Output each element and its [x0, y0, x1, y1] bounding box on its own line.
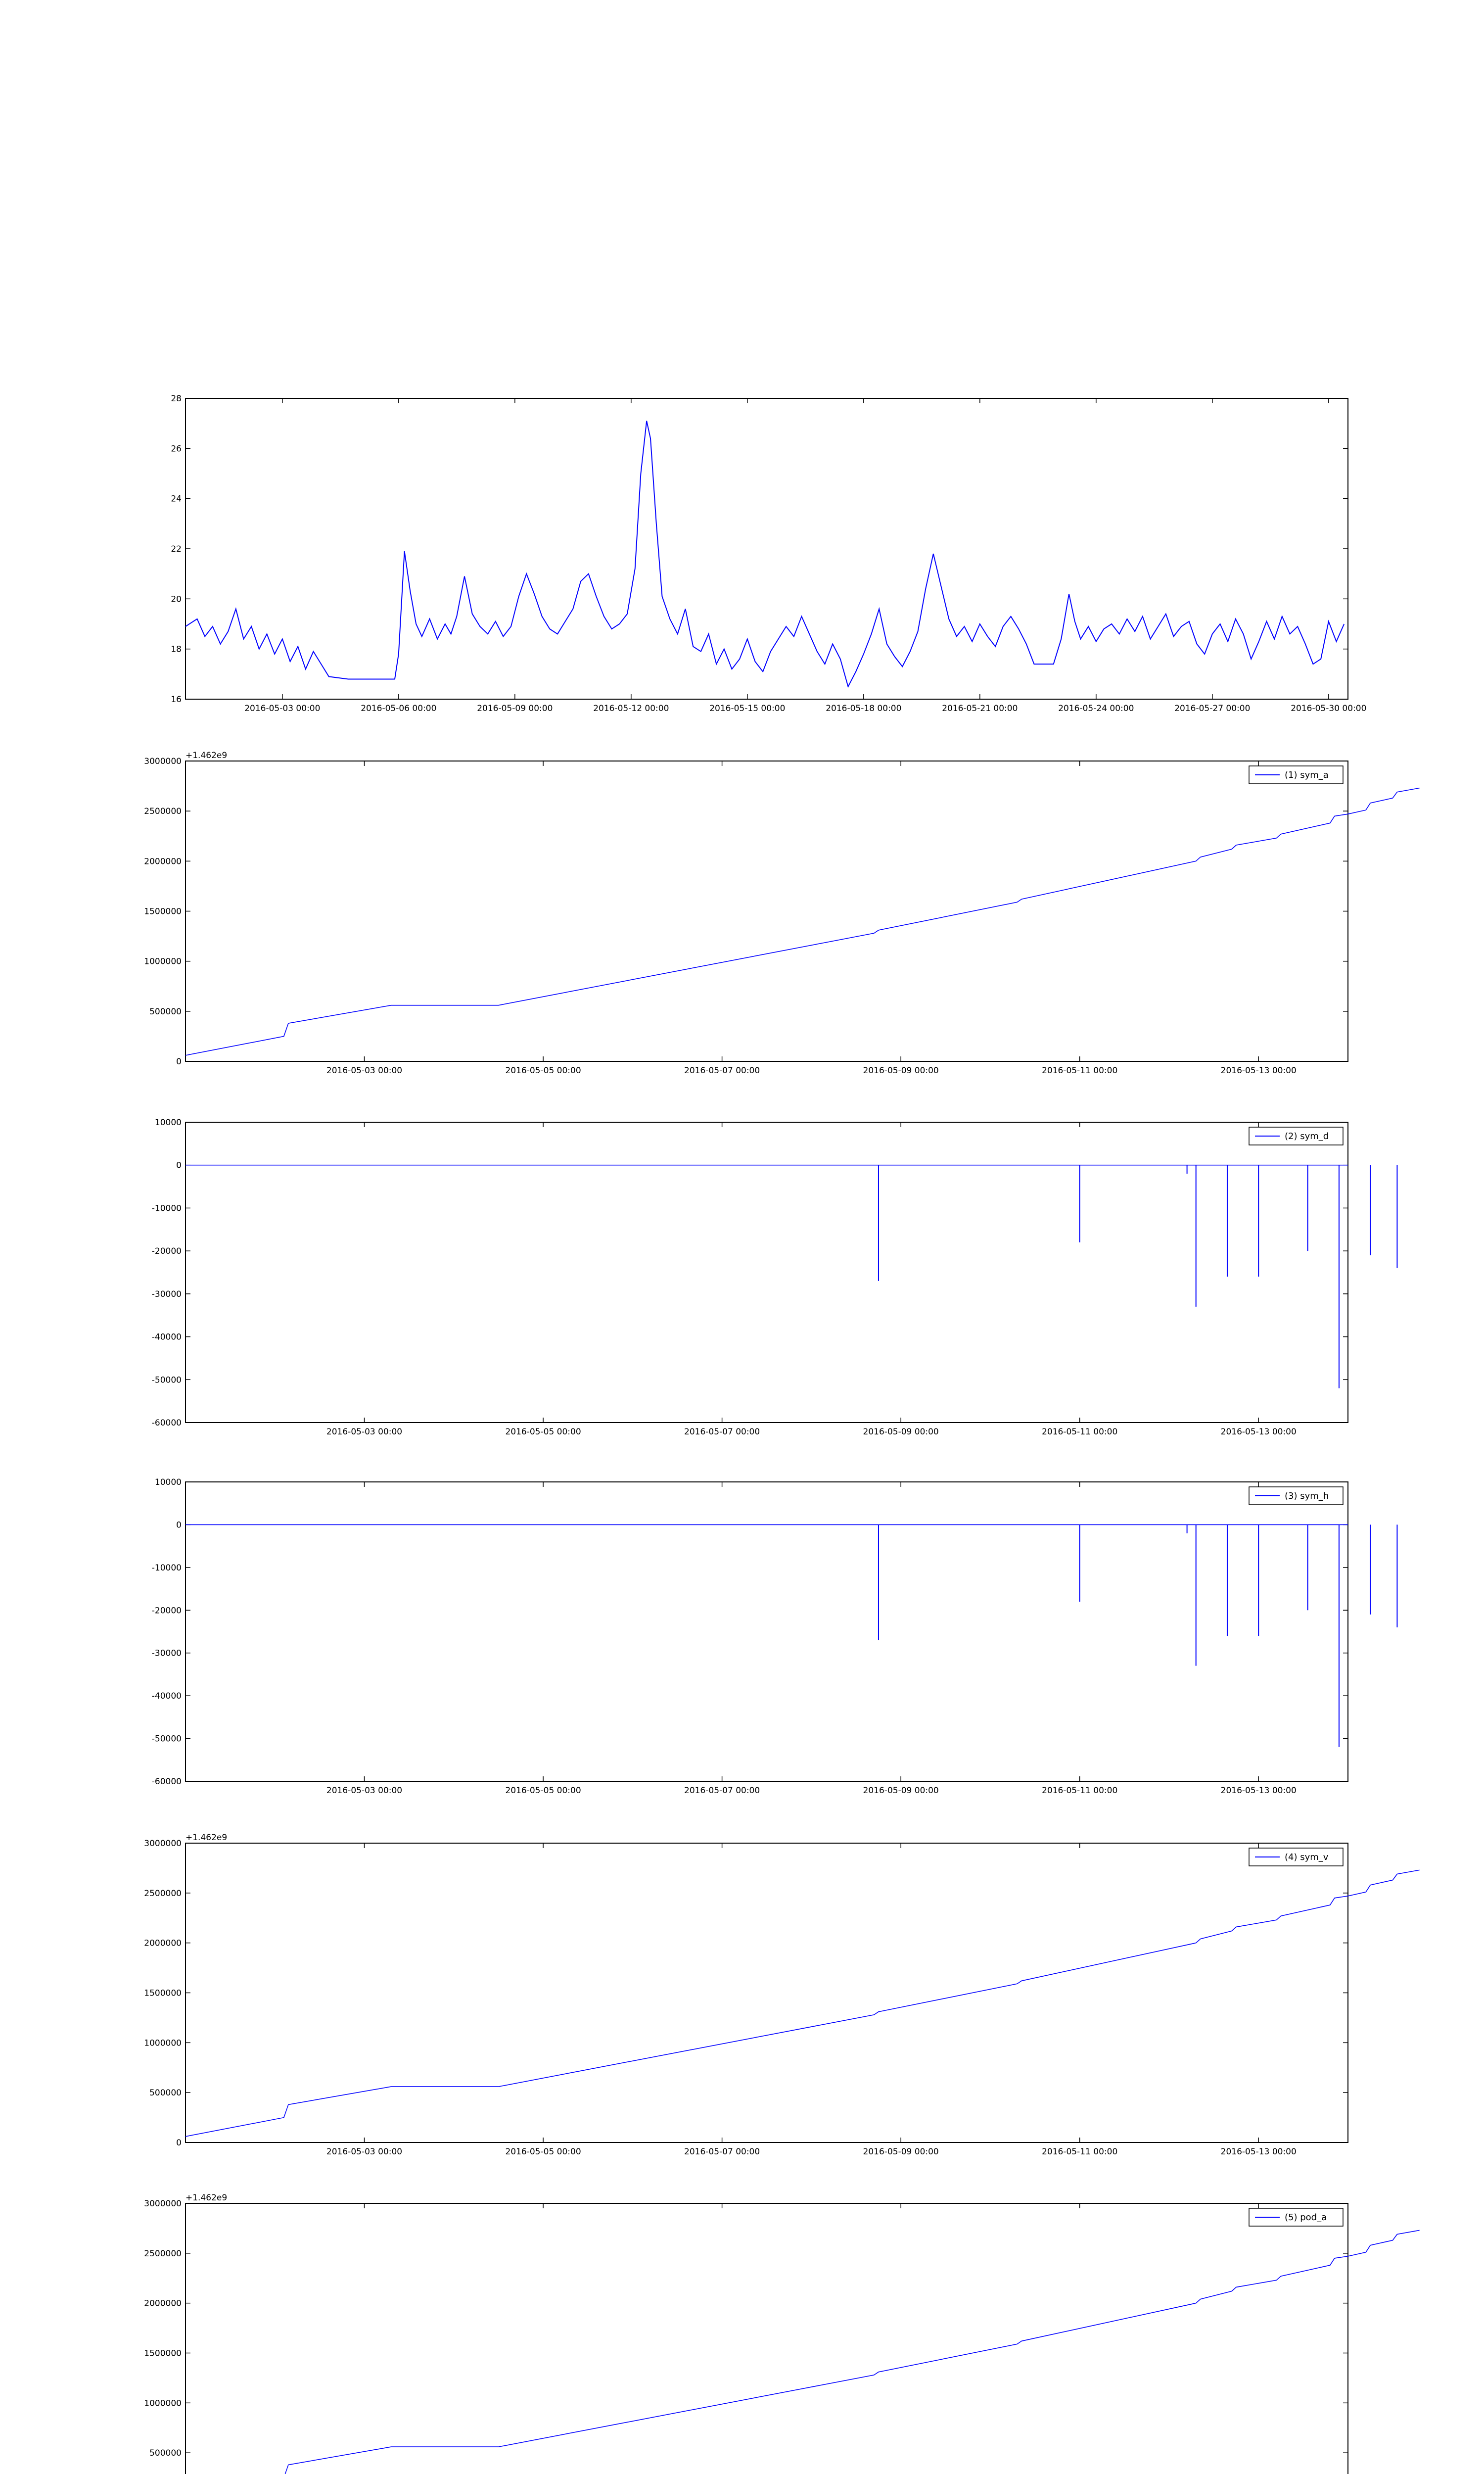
chart-panel-p2 — [152, 1118, 1397, 1437]
y-tick-label: 2000000 — [144, 2298, 182, 2309]
legend — [1249, 1127, 1343, 1145]
y-tick-label: 10000 — [154, 1118, 182, 1128]
legend — [1249, 2208, 1343, 2226]
y-tick-label: 0 — [176, 1057, 182, 1067]
x-tick-label: 2016-05-11 00:00 — [1042, 1427, 1118, 1437]
y-tick-label: 2000000 — [144, 1938, 182, 1949]
y-tick-label: 0 — [176, 1160, 182, 1171]
axes-frame — [186, 2203, 1348, 2474]
y-tick-label: -40000 — [151, 1691, 182, 1702]
y-tick-label: 16 — [171, 695, 182, 705]
y-tick-label: -30000 — [151, 1289, 182, 1299]
y-tick-label: -20000 — [151, 1246, 182, 1257]
axes-frame — [186, 1122, 1348, 1423]
x-tick-label: 2016-05-13 00:00 — [1220, 1066, 1297, 1076]
y-tick-label: -60000 — [151, 1418, 182, 1428]
series-line — [186, 788, 1420, 1055]
x-tick-label: 2016-05-21 00:00 — [942, 704, 1018, 714]
legend — [1249, 1487, 1343, 1505]
axes-frame — [186, 398, 1348, 699]
x-tick-label: 2016-05-07 00:00 — [684, 1427, 760, 1437]
x-tick-label: 2016-05-05 00:00 — [505, 1786, 581, 1796]
y-offset-label: +1.462e9 — [186, 751, 228, 761]
x-tick-label: 2016-05-03 00:00 — [326, 1786, 403, 1796]
y-tick-label: 2500000 — [144, 2248, 182, 2259]
x-tick-label: 2016-05-09 00:00 — [863, 1786, 939, 1796]
legend-label: (3) sym_h — [1285, 1491, 1329, 1501]
y-tick-label: 20 — [171, 594, 182, 605]
x-tick-label: 2016-05-03 00:00 — [244, 704, 321, 714]
x-tick-label: 2016-05-27 00:00 — [1174, 704, 1251, 714]
x-tick-label: 2016-05-07 00:00 — [684, 2147, 760, 2157]
y-tick-label: 3000000 — [144, 2199, 182, 2209]
legend-label: (4) sym_v — [1285, 1852, 1329, 1862]
y-tick-label: 10000 — [154, 1477, 182, 1487]
x-tick-label: 2016-05-03 00:00 — [326, 2147, 403, 2157]
y-tick-label: 1500000 — [144, 2348, 182, 2359]
y-tick-label: -20000 — [151, 1606, 182, 1616]
x-tick-label: 2016-05-06 00:00 — [361, 704, 437, 714]
axes-frame — [186, 1482, 1348, 1781]
chart-panel-p4 — [144, 1833, 1419, 2157]
x-tick-label: 2016-05-09 00:00 — [863, 2147, 939, 2157]
y-tick-label: 26 — [171, 444, 182, 454]
y-tick-label: -10000 — [151, 1563, 182, 1573]
chart-panel-p1 — [144, 751, 1419, 1076]
y-tick-label: 1000000 — [144, 2038, 182, 2048]
x-tick-label: 2016-05-05 00:00 — [505, 1427, 581, 1437]
y-tick-label: 18 — [171, 644, 182, 655]
y-tick-label: 1500000 — [144, 906, 182, 917]
x-tick-label: 2016-05-09 00:00 — [863, 1427, 939, 1437]
x-tick-label: 2016-05-05 00:00 — [505, 1066, 581, 1076]
legend-label: (5) pod_a — [1285, 2212, 1327, 2223]
y-offset-label: +1.462e9 — [186, 2193, 228, 2203]
chart-panel-top — [171, 394, 1366, 714]
y-tick-label: -60000 — [151, 1777, 182, 1787]
x-tick-label: 2016-05-11 00:00 — [1042, 2147, 1118, 2157]
y-tick-label: -50000 — [151, 1375, 182, 1385]
x-tick-label: 2016-05-13 00:00 — [1220, 1427, 1297, 1437]
y-tick-label: 1000000 — [144, 2398, 182, 2409]
y-tick-label: 28 — [171, 394, 182, 404]
y-tick-label: 500000 — [149, 2088, 182, 2098]
y-tick-label: 24 — [171, 494, 182, 504]
x-tick-label: 2016-05-09 00:00 — [477, 704, 553, 714]
y-tick-label: 0 — [176, 1520, 182, 1530]
y-tick-label: 2500000 — [144, 1888, 182, 1899]
y-tick-label: 2500000 — [144, 807, 182, 817]
series-line — [186, 421, 1344, 687]
x-tick-label: 2016-05-05 00:00 — [505, 2147, 581, 2157]
x-tick-label: 2016-05-30 00:00 — [1291, 704, 1367, 714]
y-tick-label: 500000 — [149, 2448, 182, 2459]
chart-panel-p5 — [144, 2193, 1419, 2474]
axes-frame — [186, 1843, 1348, 2142]
x-tick-label: 2016-05-18 00:00 — [826, 704, 902, 714]
y-tick-label: 1000000 — [144, 956, 182, 967]
series-line — [186, 1870, 1420, 2137]
y-tick-label: 2000000 — [144, 856, 182, 867]
y-tick-label: -10000 — [151, 1203, 182, 1214]
chart-panel-p3 — [152, 1477, 1397, 1796]
y-tick-label: 500000 — [149, 1006, 182, 1017]
y-tick-label: 22 — [171, 544, 182, 554]
legend — [1249, 766, 1343, 784]
x-tick-label: 2016-05-12 00:00 — [593, 704, 669, 714]
series-line — [186, 2230, 1420, 2474]
x-tick-label: 2016-05-11 00:00 — [1042, 1786, 1118, 1796]
x-tick-label: 2016-05-07 00:00 — [684, 1066, 760, 1076]
y-tick-label: -40000 — [151, 1332, 182, 1342]
y-tick-label: 3000000 — [144, 1839, 182, 1849]
legend-label: (2) sym_d — [1285, 1131, 1329, 1142]
y-offset-label: +1.462e9 — [186, 1833, 228, 1843]
x-tick-label: 2016-05-09 00:00 — [863, 1066, 939, 1076]
legend — [1249, 1848, 1343, 1866]
x-tick-label: 2016-05-03 00:00 — [326, 1427, 403, 1437]
y-tick-label: 3000000 — [144, 757, 182, 766]
y-tick-label: 0 — [176, 2138, 182, 2148]
x-tick-label: 2016-05-03 00:00 — [326, 1066, 403, 1076]
x-tick-label: 2016-05-15 00:00 — [709, 704, 786, 714]
axes-frame — [186, 761, 1348, 1061]
x-tick-label: 2016-05-13 00:00 — [1220, 1786, 1297, 1796]
x-tick-label: 2016-05-07 00:00 — [684, 1786, 760, 1796]
legend-label: (1) sym_a — [1285, 770, 1329, 780]
y-tick-label: -50000 — [151, 1734, 182, 1744]
y-tick-label: 1500000 — [144, 1988, 182, 1998]
x-tick-label: 2016-05-11 00:00 — [1042, 1066, 1118, 1076]
y-tick-label: -30000 — [151, 1648, 182, 1659]
x-tick-label: 2016-05-24 00:00 — [1058, 704, 1134, 714]
x-tick-label: 2016-05-13 00:00 — [1220, 2147, 1297, 2157]
